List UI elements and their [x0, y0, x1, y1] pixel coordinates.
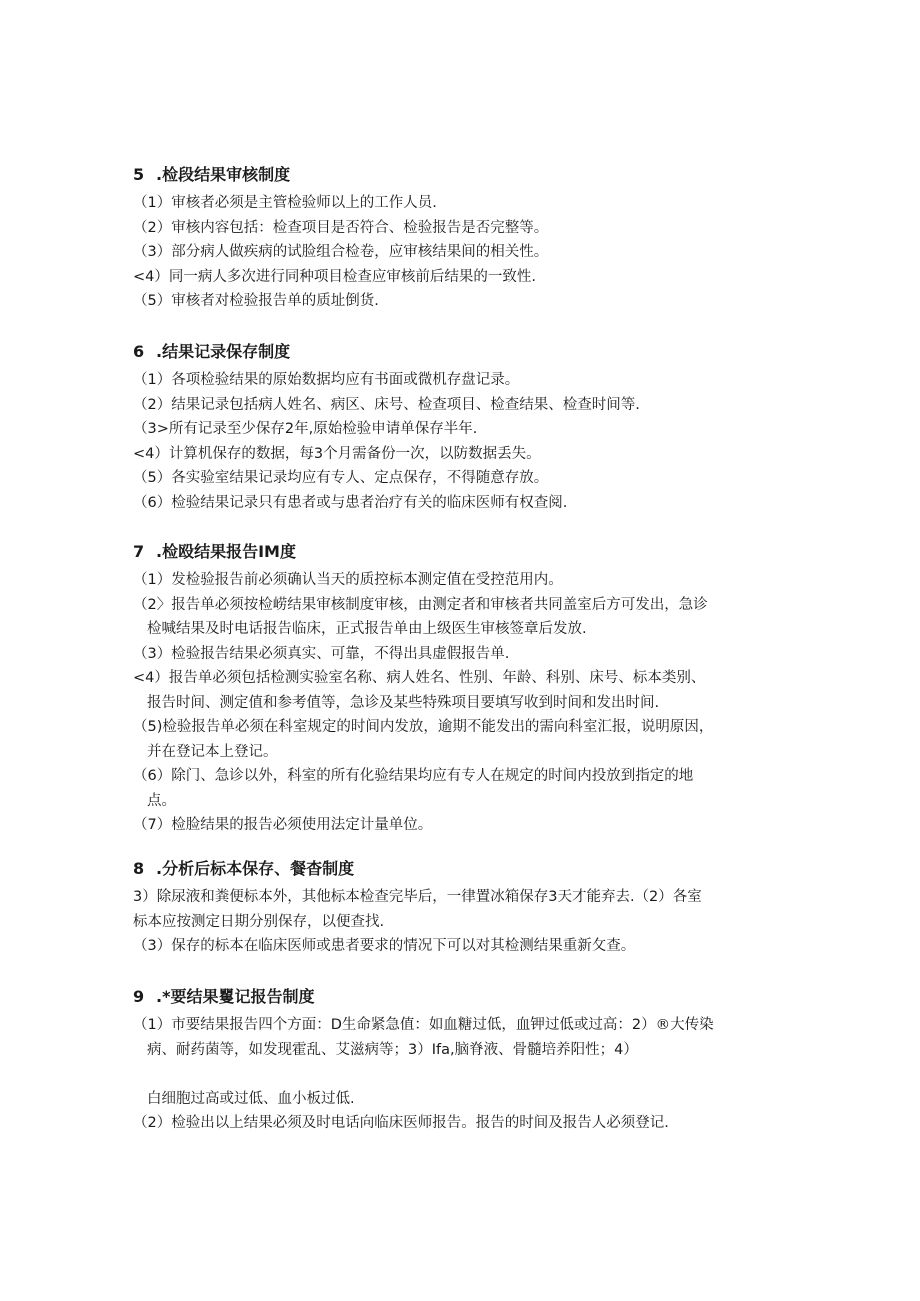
section-heading — [133, 163, 793, 187]
paragraph-line: （3）保存的标本在临床医师或患者要求的情况下可以对其检测结果重新攵查。 — [133, 938, 636, 954]
paragraph-line: （2）结果记录包括病人姓名、病区、床号、检查项目、检查结果、检查时间等. — [133, 396, 640, 413]
section-title: .*要结果矍记报告制度 — [156, 987, 315, 1006]
paragraph-line: 报告时间、测定值和参考值等，急诊及某些特殊项目要填写收到时间和发出时间. — [147, 694, 660, 711]
paragraph-line: （6）除门、急诊以外，科室的所有化验结果均应有专人在规定的时间内投放到指定的地 — [133, 768, 694, 784]
paragraph-line: <4）报告单必须包括检测实验室名称、病人姓名、性别、年龄、科别、床号、标本类别、 — [133, 670, 706, 686]
paragraph-line: （1）各项检验结果的原始数据均应有书面或微机存盘记录。 — [133, 372, 520, 388]
paragraph-line: （5）各实验室结果记录均应有专人、定点保存，不得随意存放。 — [133, 470, 549, 486]
section-number: 7 — [133, 542, 145, 561]
section-title: .检殴结果报告IM度 — [156, 542, 296, 561]
section-title: .分析后标本保存、餐杳制度 — [156, 859, 355, 878]
paragraph-line: （2）审核内容包括：检查项目是否符合、检验报告是否完整等。 — [133, 219, 549, 236]
paragraph-line: （6）检验结果记录只有患者或与患者治疗有关的临床医师有权查阅. — [133, 494, 568, 511]
section-title: .检段结果审核制度 — [156, 165, 291, 184]
paragraph-line — [133, 1062, 793, 1087]
section-heading — [133, 340, 793, 364]
paragraph-line: 病、耐药菌等，如发现霍乱、艾滋病等；3）Ifa,脑脊液、骨髓培养阳性；4） — [147, 1041, 638, 1058]
paragraph-line: （1）审核者必须是主管检验师以上的工作人员. — [133, 195, 437, 211]
paragraph-line: （3>所有记录至少保存2年,原始检验申请单保存半年. — [133, 421, 478, 437]
paragraph-line: （3）检验报告结果必须真实、可靠，不得出具虚假报告单. — [133, 645, 510, 662]
paragraph-line: （7）检脸结果的报告必须使用法定计量单位。 — [133, 817, 433, 833]
section-heading — [133, 540, 793, 564]
section-number: 6 — [133, 342, 145, 361]
paragraph-line: 白细胞过高或过低、血小板过低. — [147, 1090, 355, 1107]
paragraph-line: 标本应按测定日期分别保存，以便查找. — [133, 913, 385, 930]
section-5 — [133, 163, 793, 314]
paragraph-line: 检喊结果及时电话报告临床，正式报告单由上级医生审核签章后发放. — [147, 621, 587, 637]
paragraph-line: （2）检验出以上结果必须及时电话向临床医师报告。报告的时间及报告人必须登记. — [133, 1115, 669, 1131]
section-heading — [133, 857, 793, 881]
paragraph-line: <4）计算机保存的数据，每3个月需备份一次，以防数据丢失。 — [133, 445, 541, 462]
paragraph-line: 点。 — [147, 792, 176, 809]
paragraph-line: （2〉报告单必须按检崂结果审核制度审核，由测定者和审核者共同盖室后方可发出，急诊 — [133, 596, 708, 613]
section-heading — [133, 985, 793, 1009]
paragraph-line: 并在登记本上登记。 — [147, 743, 278, 760]
section-number: 5 — [133, 165, 145, 184]
section-9 — [133, 985, 793, 1136]
section-number: 9 — [133, 987, 145, 1006]
paragraph-line: （1）发检验报告前必须确认当天的质控标本测定值在受控范用内。 — [133, 572, 563, 588]
paragraph-line: <4）同一病人多次进行同种项目检查应审核前后结果的一致性. — [133, 268, 536, 285]
paragraph-line: 3）除尿液和粪便标本外，其他标本检查完毕后，一律置冰箱保存3天才能弃去.（2）各室 — [133, 889, 702, 905]
paragraph-line: （5)检验报告单必须在科室规定的时间内发放，逾期不能发出的需向科室汇报，说明原因， — [133, 719, 714, 735]
section-6 — [133, 340, 793, 515]
section-title: .结果记录保存制度 — [156, 342, 291, 361]
section-8 — [133, 857, 793, 959]
section-7 — [133, 540, 793, 838]
section-number: 8 — [133, 859, 145, 878]
paragraph-line: （5）审核者对检验报告单的质址倒货. — [133, 293, 379, 309]
paragraph-line: （3）部分病人做疾病的试脸组合检卷，应审核结果间的相关性。 — [133, 244, 549, 260]
paragraph-line: （1）市要结果报告四个方面：D生命紧急值：如血糖过低，血钾过低或过高：2）®大传染 — [133, 1017, 714, 1033]
